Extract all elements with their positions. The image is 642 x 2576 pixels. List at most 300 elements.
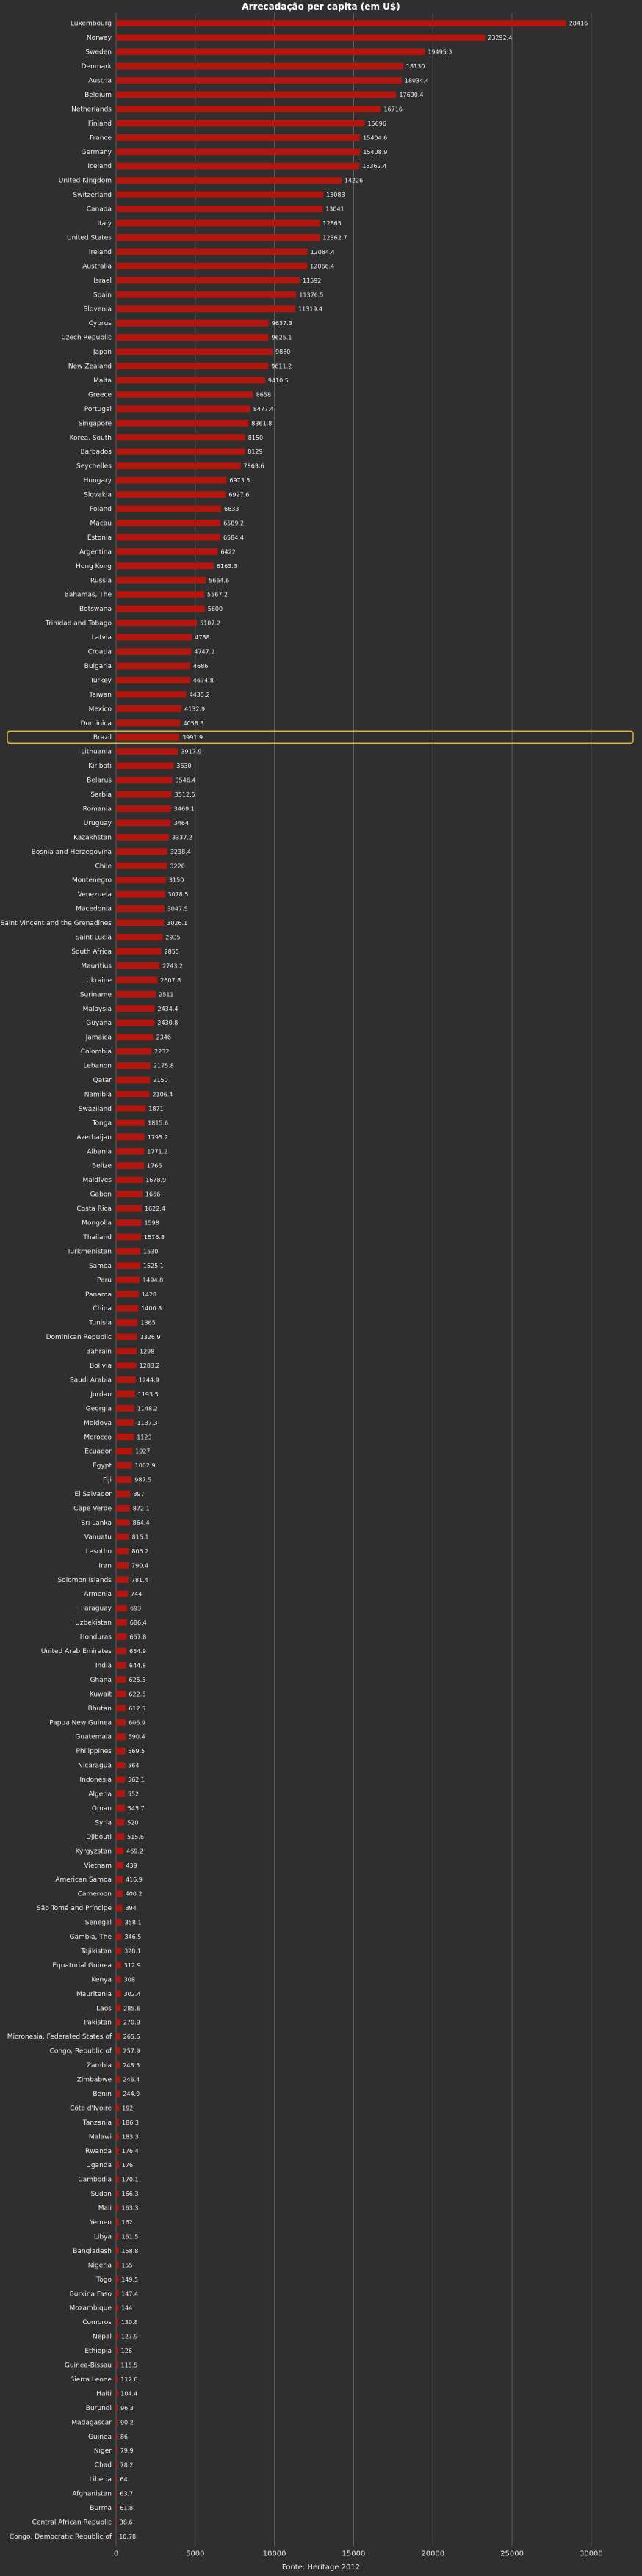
- bar: [116, 248, 308, 255]
- bar: [116, 877, 166, 883]
- value-label: 1666: [145, 1191, 161, 1198]
- value-label: 15408.9: [363, 148, 388, 156]
- bar: [116, 620, 197, 626]
- category-label: Argentina: [79, 548, 112, 556]
- value-label: 8129: [248, 449, 263, 456]
- category-label: Algeria: [88, 1790, 112, 1799]
- value-label: 416.9: [125, 1876, 143, 1884]
- value-label: 18130: [405, 63, 425, 70]
- bar: [116, 891, 165, 898]
- bar: [116, 2319, 118, 2326]
- category-label: New Zealand: [68, 363, 112, 371]
- category-label: Tonga: [92, 1120, 112, 1128]
- category-label: Guatemala: [75, 1733, 112, 1741]
- bar: [116, 220, 320, 227]
- value-label: 15404.6: [363, 134, 388, 142]
- value-label: 2434.4: [157, 1005, 178, 1012]
- bar: [116, 35, 485, 41]
- bar: [116, 1762, 125, 1768]
- bar: [116, 63, 403, 70]
- value-label: 2150: [153, 1077, 168, 1084]
- category-label: Cyprus: [88, 320, 112, 328]
- category-label: Croatia: [87, 648, 112, 656]
- bar: [116, 91, 396, 98]
- category-label: Saint Vincent and the Grenadines: [0, 920, 112, 928]
- bar: [116, 1804, 125, 1811]
- category-label: Slovakia: [84, 491, 112, 499]
- x-axis: [114, 2550, 603, 2558]
- bar: [116, 320, 269, 327]
- bar: [116, 1648, 126, 1655]
- value-label: 2607.8: [160, 976, 181, 984]
- bar: [116, 1148, 144, 1155]
- value-label: 302.4: [123, 1990, 141, 1998]
- category-label: South Africa: [71, 948, 112, 956]
- category-label: Turkmenistan: [67, 1248, 112, 1256]
- value-label: 622.6: [129, 1691, 146, 1698]
- category-label: Honduras: [79, 1633, 112, 1641]
- value-label: 564: [128, 1762, 140, 1769]
- category-label: Seychelles: [76, 462, 112, 471]
- category-label: Fiji: [102, 1476, 112, 1484]
- category-label: Burkina Faso: [69, 2290, 112, 2299]
- category-label: Comoros: [82, 2319, 112, 2327]
- value-label: 805.2: [131, 1548, 149, 1555]
- category-label: China: [93, 1305, 112, 1313]
- value-label: 6633: [224, 506, 239, 513]
- category-label: France: [90, 134, 112, 142]
- value-label: 8361.8: [251, 420, 273, 427]
- bar: [116, 905, 165, 912]
- category-label: Saint Lucia: [75, 934, 112, 942]
- bar: [116, 1162, 144, 1169]
- bar: [116, 2176, 119, 2183]
- category-label: Korea, South: [69, 434, 112, 442]
- category-label: Tajikistan: [81, 1948, 112, 1956]
- bar: [116, 192, 323, 198]
- bar: [116, 2033, 120, 2040]
- category-label: Finland: [87, 120, 112, 128]
- category-label: Hungary: [83, 477, 112, 485]
- category-label: Lebanon: [83, 1062, 112, 1070]
- value-label: 86: [120, 2433, 129, 2440]
- value-label: 13083: [326, 192, 345, 199]
- value-label: 28416: [569, 20, 588, 27]
- category-label: Georgia: [85, 1405, 112, 1413]
- category-label: Belize: [92, 1162, 112, 1170]
- category-label: Gabon: [90, 1191, 112, 1199]
- bar: [116, 1048, 151, 1055]
- value-label: 126: [120, 2348, 132, 2355]
- bar: [116, 734, 179, 741]
- value-label: 5567.2: [207, 591, 228, 598]
- value-label: 176.4: [121, 2147, 139, 2155]
- value-label: 562.1: [128, 1777, 145, 1784]
- bar: [116, 748, 178, 755]
- category-label: Latvia: [91, 634, 112, 642]
- value-label: 246.4: [123, 2076, 140, 2083]
- bar: [116, 1248, 140, 1255]
- value-label: 790.4: [131, 1562, 148, 1570]
- bar: [116, 948, 162, 954]
- bar: [116, 1591, 128, 1597]
- bar: [116, 2105, 119, 2111]
- value-label: 3238.4: [170, 848, 191, 855]
- bar: [116, 1476, 131, 1483]
- bar: [116, 2419, 118, 2426]
- value-label: 244.9: [123, 2090, 140, 2097]
- value-label: 9880: [275, 349, 291, 356]
- category-label: Indonesia: [79, 1777, 112, 1785]
- bar: [116, 1548, 129, 1554]
- category-label: Lesotho: [85, 1548, 112, 1556]
- bar: [116, 534, 220, 540]
- bar: [116, 291, 296, 298]
- value-label: 166.3: [121, 2191, 139, 2198]
- value-label: 12084.4: [310, 248, 335, 255]
- value-label: 1765: [147, 1162, 162, 1169]
- value-label: 1598: [144, 1219, 159, 1227]
- value-label: 328.1: [124, 1948, 141, 1955]
- bar: [116, 1705, 126, 1711]
- value-label: 64: [120, 2476, 128, 2484]
- bar: [116, 1390, 135, 1397]
- category-label: Senegal: [84, 1919, 112, 1927]
- value-label: 1365: [140, 1319, 156, 1327]
- category-label: Brazil: [93, 734, 112, 742]
- category-label: Malawi: [88, 2133, 112, 2141]
- bar: [116, 1976, 121, 1983]
- value-label: 170.1: [121, 2176, 139, 2183]
- category-label: Colombia: [80, 1048, 112, 1056]
- bar: [116, 1676, 126, 1683]
- value-label: 17690.4: [399, 91, 424, 98]
- category-label: Portugal: [84, 405, 112, 413]
- category-label: Haiti: [96, 2390, 112, 2398]
- bar: [116, 2047, 120, 2054]
- category-label: Denmark: [81, 63, 112, 71]
- bar: [116, 1319, 137, 1326]
- value-label: 4132.9: [184, 705, 206, 713]
- value-label: 2743.2: [162, 962, 184, 970]
- bar: [116, 1448, 132, 1454]
- value-label: 3469.1: [173, 805, 195, 813]
- category-label: Japan: [93, 349, 112, 357]
- category-label: Saudi Arabia: [69, 1376, 112, 1385]
- category-label: Belgium: [84, 91, 112, 99]
- category-label: Sweden: [85, 48, 112, 57]
- category-label: Congo, Republic of: [49, 2047, 112, 2056]
- category-label: Bahrain: [86, 1348, 112, 1356]
- category-label: Djibouti: [86, 1833, 112, 1841]
- bar: [116, 2519, 117, 2525]
- value-label: 545.7: [127, 1804, 145, 1812]
- value-label: 3078.5: [167, 891, 189, 899]
- category-label: Niger: [93, 2448, 112, 2456]
- category-label: Sri Lanka: [81, 1519, 112, 1527]
- value-label: 4674.8: [192, 677, 214, 684]
- bar: [116, 120, 364, 126]
- bar: [116, 1020, 154, 1026]
- x-tick-label: 0: [113, 2550, 119, 2558]
- value-label: 4058.3: [183, 719, 204, 727]
- value-label: 612.5: [129, 1705, 146, 1712]
- bar: [116, 449, 245, 455]
- x-tick-label: 20000: [421, 2550, 445, 2558]
- value-label: 9611.2: [271, 363, 292, 370]
- category-label: Ecuador: [84, 1448, 112, 1456]
- category-label: Morocco: [84, 1434, 112, 1442]
- bar: [116, 548, 217, 555]
- bar: [116, 2133, 119, 2140]
- x-tick-label: 25000: [500, 2550, 524, 2558]
- value-label: 1326.9: [140, 1334, 161, 1341]
- value-label: 1193.5: [137, 1390, 159, 1398]
- bar: [116, 1890, 123, 1897]
- bar: [116, 177, 342, 184]
- bar: [116, 1848, 123, 1854]
- category-label: Maldives: [82, 1177, 112, 1185]
- bar: [116, 1305, 138, 1312]
- value-label: 644.8: [129, 1662, 146, 1669]
- bar: [116, 1133, 145, 1140]
- value-label: 5664.6: [209, 577, 230, 584]
- bar: [116, 1262, 140, 1269]
- value-label: 149.5: [121, 2276, 139, 2283]
- x-tick-label: 5000: [186, 2550, 205, 2558]
- bar: [116, 434, 245, 440]
- category-label: Afghanistan: [72, 2490, 112, 2498]
- bar: [116, 577, 206, 584]
- bar: [116, 506, 221, 512]
- category-label: Papua New Guinea: [49, 1719, 112, 1727]
- category-label: Armenia: [84, 1591, 112, 1599]
- category-label: Zambia: [86, 2062, 112, 2070]
- category-label: Germany: [81, 148, 112, 156]
- category-label: Panama: [84, 1291, 112, 1299]
- value-label: 1283.2: [139, 1363, 160, 1370]
- value-label: 63.7: [120, 2490, 134, 2497]
- bar: [116, 1191, 143, 1197]
- category-label: Pakistan: [84, 2019, 112, 2027]
- value-label: 654.9: [129, 1648, 147, 1655]
- category-label: Iran: [98, 1562, 112, 1570]
- category-label: Austria: [88, 77, 112, 85]
- category-label: Uruguay: [83, 819, 112, 827]
- value-label: 897: [133, 1491, 145, 1498]
- value-label: 3917.9: [181, 748, 202, 755]
- bar: [116, 834, 169, 841]
- category-label: Ukraine: [86, 976, 112, 984]
- category-label: Belarus: [87, 777, 112, 785]
- value-label: 1123: [137, 1434, 152, 1441]
- value-label: 864.4: [132, 1519, 150, 1526]
- value-label: 2855: [164, 948, 179, 955]
- value-label: 285.6: [123, 2005, 141, 2012]
- value-label: 744: [131, 1591, 143, 1598]
- bar: [116, 976, 157, 983]
- category-label: Madagascar: [71, 2419, 112, 2427]
- category-label: Bosnia and Herzegovina: [31, 848, 112, 856]
- category-label: Azerbaijan: [76, 1133, 112, 1142]
- bar: [116, 349, 273, 355]
- category-label: Syria: [95, 1819, 112, 1827]
- bar: [116, 477, 226, 484]
- bar: [116, 1363, 137, 1369]
- value-label: 3220: [170, 863, 185, 870]
- category-label: Chile: [95, 863, 112, 871]
- category-label: Norway: [86, 35, 112, 43]
- value-label: 9637.3: [271, 320, 292, 327]
- bar: [116, 2247, 118, 2254]
- category-label: Jordan: [90, 1390, 112, 1398]
- source-note: Fonte: Heritage 2012: [281, 2564, 361, 2572]
- bar: [116, 491, 226, 498]
- value-label: 147.4: [121, 2290, 139, 2298]
- category-label: Philippines: [76, 1748, 112, 1756]
- bar: [116, 1120, 145, 1126]
- category-label: Cameroon: [77, 1890, 112, 1898]
- category-label: Tanzania: [82, 2119, 112, 2127]
- value-label: 3026.1: [167, 920, 188, 927]
- category-label: Bangladesh: [73, 2247, 112, 2255]
- bar: [116, 1633, 126, 1640]
- bar: [116, 1691, 126, 1697]
- value-label: 158.8: [121, 2247, 139, 2254]
- value-label: 11319.4: [298, 305, 323, 313]
- bar: [116, 2348, 118, 2354]
- category-label: Cambodia: [78, 2176, 112, 2184]
- category-label: Sierra Leone: [70, 2376, 112, 2384]
- value-label: 439: [126, 1862, 137, 1869]
- bar: [116, 662, 190, 669]
- value-label: 9410.5: [267, 377, 289, 384]
- bar: [116, 2490, 117, 2497]
- value-label: 265.5: [123, 2033, 140, 2041]
- bar: [116, 77, 402, 84]
- value-label: 1525.1: [143, 1262, 164, 1269]
- category-label: El Salvador: [74, 1491, 112, 1499]
- value-label: 358.1: [124, 1919, 142, 1926]
- bar: [116, 1091, 149, 1097]
- bar: [116, 1219, 141, 1226]
- value-label: 1002.9: [134, 1462, 156, 1470]
- bar: [116, 1833, 124, 1840]
- value-label: 312.9: [123, 1962, 141, 1969]
- category-label: Cape Verde: [73, 1505, 112, 1513]
- bar: [116, 2376, 118, 2382]
- bar: [116, 106, 380, 112]
- category-label: Moldova: [84, 1419, 112, 1427]
- value-label: 1428: [141, 1291, 157, 1298]
- category-label: Malta: [93, 377, 112, 385]
- bar: [116, 2461, 118, 2468]
- bar: [116, 2119, 119, 2125]
- bar: [116, 1777, 125, 1783]
- bar: [116, 691, 187, 697]
- value-label: 61.8: [120, 2505, 134, 2512]
- category-label: United Arab Emirates: [40, 1648, 112, 1656]
- value-label: 96.3: [120, 2404, 134, 2412]
- bar: [116, 1990, 121, 1997]
- bar: [116, 462, 241, 469]
- value-label: 11592: [302, 277, 322, 284]
- category-label: Central African Republic: [32, 2519, 112, 2527]
- category-label: Vietnam: [84, 1862, 112, 1870]
- value-label: 3512.5: [174, 791, 195, 799]
- value-label: 2232: [154, 1048, 170, 1056]
- category-label: Venezuela: [77, 891, 112, 899]
- bar: [116, 863, 167, 869]
- value-label: 248.5: [123, 2062, 140, 2069]
- bar: [116, 1348, 137, 1354]
- category-label: India: [95, 1662, 112, 1670]
- bar: [116, 305, 295, 312]
- category-label: Italy: [97, 220, 112, 228]
- bar: [116, 2019, 120, 2025]
- value-label: 552: [127, 1790, 140, 1798]
- category-label: Macau: [90, 520, 112, 528]
- value-label: 9625.1: [271, 334, 292, 341]
- value-label: 192: [122, 2105, 134, 2112]
- category-label: Guyana: [86, 1020, 112, 1028]
- value-label: 6584.4: [223, 534, 244, 541]
- value-label: 3546.4: [175, 777, 196, 784]
- bar: [116, 1819, 124, 1826]
- value-label: 1027: [135, 1448, 151, 1455]
- bar: [116, 1619, 127, 1626]
- value-label: 1576.8: [143, 1233, 165, 1241]
- bar: [116, 962, 159, 969]
- value-label: 186.3: [122, 2119, 139, 2126]
- category-label: Bulgaria: [84, 662, 112, 670]
- bar: [116, 1534, 129, 1540]
- category-label: Paraguay: [80, 1605, 112, 1613]
- value-label: 144: [121, 2304, 133, 2312]
- bar: [116, 591, 204, 598]
- bar: [116, 934, 162, 940]
- value-label: 2430.8: [157, 1020, 178, 1027]
- value-label: 23292.4: [488, 35, 513, 42]
- bar: [116, 1562, 129, 1569]
- value-label: 520: [127, 1819, 139, 1826]
- value-label: 257.9: [123, 2047, 140, 2055]
- value-label: 127.9: [120, 2333, 138, 2340]
- category-label: United Kingdom: [58, 177, 112, 185]
- category-label: Egypt: [93, 1462, 112, 1470]
- value-label: 115.5: [120, 2362, 138, 2369]
- value-label: 3630: [176, 763, 192, 770]
- bar: [116, 148, 360, 155]
- value-label: 12066.4: [310, 263, 335, 270]
- category-label: Mexico: [88, 705, 112, 714]
- value-label: 5600: [207, 606, 223, 613]
- bar: [116, 263, 307, 269]
- value-label: 1494.8: [143, 1277, 164, 1284]
- category-label: Burma: [90, 2505, 112, 2513]
- bar: [116, 1034, 154, 1040]
- bar: [116, 1062, 151, 1069]
- category-label: Mongolia: [82, 1219, 112, 1227]
- bar: [116, 2276, 118, 2282]
- bar: [116, 1605, 127, 1611]
- category-label: Uzbekistan: [75, 1619, 112, 1628]
- category-label: Tunisia: [89, 1319, 112, 1327]
- bar-series: [1, 20, 633, 2541]
- category-label: Namibia: [84, 1091, 112, 1099]
- bar: [116, 1505, 130, 1512]
- bar: [116, 2362, 118, 2368]
